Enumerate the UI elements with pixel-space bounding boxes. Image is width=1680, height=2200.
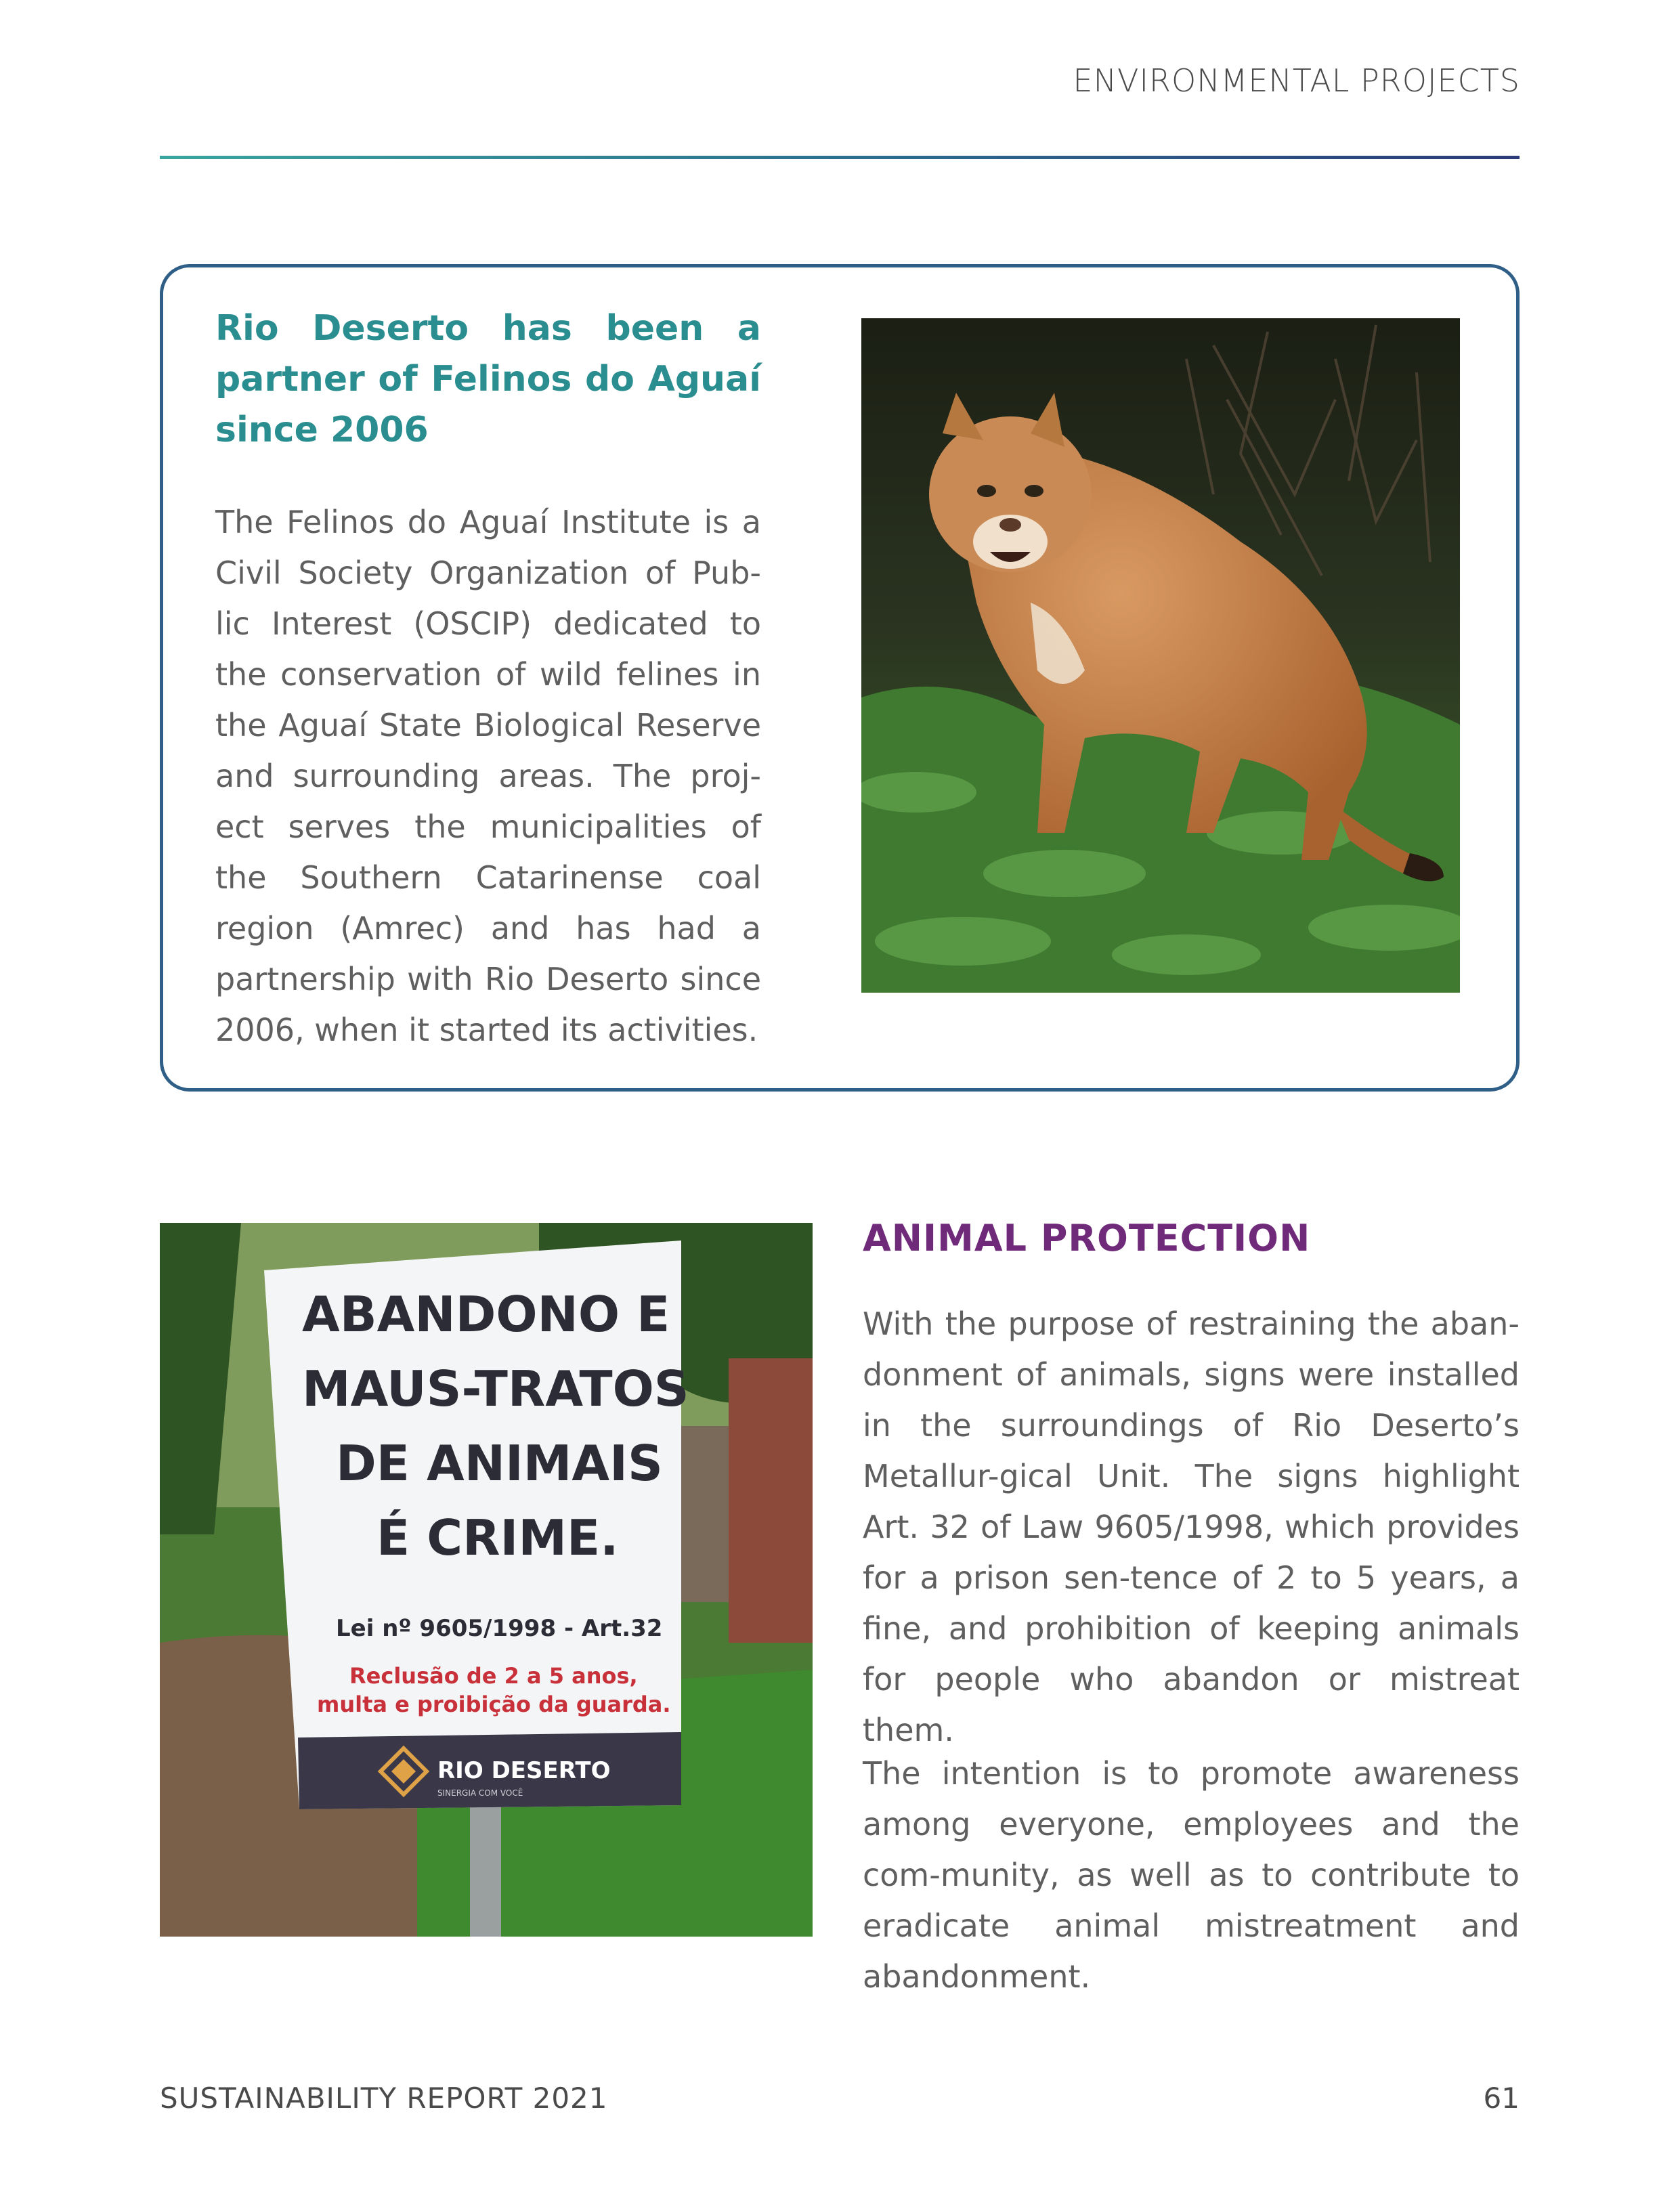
sign-line-1: ABANDONO E [302,1286,670,1343]
sign-line-3: DE ANIMAIS [336,1435,663,1492]
animal-protection-paragraph-2: The intention is to promote awareness among everyone, employees and the com-munity, as well as to contribute to eradicate animal mistreatment and abandonment. [863,1755,1520,1995]
sign-photo [160,1223,813,1937]
sign-law: Lei nº 9605/1998 - Art.32 [336,1615,663,1642]
sign-tagline: SINERGIA COM VOCÊ [437,1788,523,1798]
warning-sign-board [264,1241,689,1809]
sign-illustration [160,1223,813,1937]
partner-card-body: The Felinos do Aguaí Institute is a Civil Society Organization of Pub-lic Interest (OSCIP) dedicated to the conservation of wild felines in the Aguaí State Biological Reserve and surrounding areas. The proj-ect serves the municipalities of the Southern Catarinense coal region (Amrec) and has had a partnership with Rio Deserto since 2006, when it started its activities. [215,504,761,1048]
partner-card-heading: Rio Deserto has been a partner of Felinos do Aguaí since 2006 [215,308,761,450]
header-divider [160,156,1520,159]
puma-photo [861,318,1460,993]
footer-report-title: SUSTAINABILITY REPORT 2021 [160,2082,608,2115]
animal-protection-title: ANIMAL PROTECTION [863,1217,1311,1259]
sign-line-2: MAUS-TRATOS [302,1360,689,1417]
section-header-title: ENVIRONMENTAL PROJECTS [1073,62,1520,99]
puma-illustration [861,318,1460,993]
sign-brand: RIO DESERTO [437,1757,611,1784]
animal-protection-paragraph-1: With the purpose of restraining the aban-donment of animals, signs were installed in the surroundings of Rio Deserto’s Metallur-gical Unit. The signs highlight Art. 32 of Law 9605/1998, which provides for a prison sen-tence of 2 to 5 years, a fine, and prohibition of keeping animals for people who abandon or mistreat them. [863,1306,1520,1748]
sign-line-4: É CRIME. [376,1509,619,1566]
sign-penalty-2: multa e proibição da guarda. [317,1691,671,1717]
footer-page-number: 61 [1483,2082,1520,2115]
sign-penalty-1: Reclusão de 2 a 5 anos, [349,1663,638,1689]
